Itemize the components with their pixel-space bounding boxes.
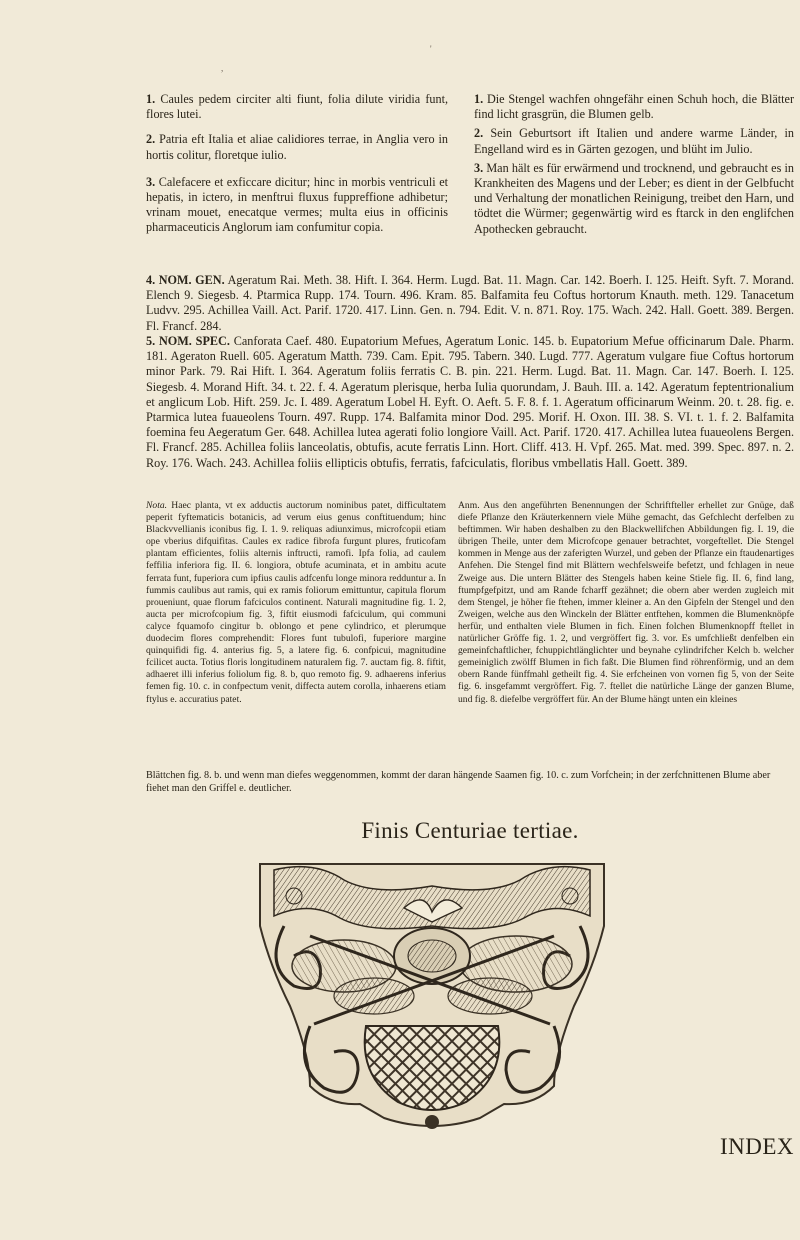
german-para-1 bbox=[474, 92, 794, 122]
section-text: Ageratum Rai. Meth. 38. Hift. I. 364. Herm. Lugd. Bat. 11. Magn. Car. 142. Boerh. I. 125. Heift. Syft. 7. Morand. Elench 9. Siegesb. 4. Ptarmica Rupp. 174. Tourn. 496. Kram. 85. Balfamita feu Coftus hortorum Knauth. meth. 129. Tanacetum Ludvv. 295. Achillea Vaill. Act. Parif. 1720. 417. Linn. Gen. n. 794. Edit. V. n. 871. Roy. 175. Wach. 242. Hall. Goett. 389. Bergen. Fl. Francf. 284. bbox=[146, 273, 795, 333]
german-column bbox=[474, 92, 794, 237]
section-text: Canforata Caef. 480. Eupatorium Mefues, Ageratum Lonic. 145. b. Eupatorium Mefue officinarum Dale. Pharm. 181. Ageraton Ruell. 605. Ageratum Matth. 739. Cam. Epit. 795. Tabern. 340. Lugd. 777. Ageratum vulgare fiue Coftus hortorum minor Park. 79. Rai Hift. I. 364. Ageratum foliis ferratis C. B. pin. 221. Herm. Lugd. Bat. 11. Magn. Car. 147. Boerh. I. 125. Siegesb. 4. Morand Hift. 34. t. 22. f. 4. Ageratum plerisque, herba Iulia quorundam, J. Bauh. III. a. 142. Ageratum feptentrionalium et anglicum Lob. Hift. 259. Jc. I. 489. Ageratum Lobel H. Eyft. O. Aeft. 5. F. 8. f. 1. Ageratum officinarum Weinm. 20. t. 28. fig. e. Ptarmica lutea fuaueolens Tourn. 497. Rupp. 174. Balfamita minor Dod. 295. Morif. H. Oxon. III. 38. S. VI. t. 1. f. 2. Balfamita foemina feu Aegeratum Ger. 648. Achillea lutea agerati folio longiore Vaill. Act. Parif. 1720. 417. Achillea lutea fuaueolens Bergen. Fl. Francf. 285. Achillea foliis lanceolatis, obtufis, acute ferratis Linn. Hort. Cliff. 413. H. Vpf. 265. Mat. med. 399. Spec. 897. n. 2. Roy. 176. Wach. 243. Achillea foliis ellipticis obtufis, ferratis, fafciculatis, floribus vmbellatis Hall. Goett. 389. bbox=[146, 334, 795, 470]
note-text: Haec planta, vt ex adductis auctorum nominibus patet, difficultatem peperit fyftematicis botanicis, ad verum eius genus conftituendum; hinc Blackvvellianis iconibus fig. I. 1. 9. reliquas adiunximus, microfcopii etiam ope vberius difquifitas. Caules ex radice fibrofa furgunt plures, fruticofam plantam efficientes, foliis alternis inftructi, ramofi. Ipfa folia, ad caulem feffilia inferiora fig. II. 6. longiora, obtufe acuminata, et in ambitu acute ferrata funt, fuperiora cum ipfius caulis adfcenfu longe minora redduntur a. In fummis caulibus aut ramis, qui ex ramis foliorum emittuntur, capitula florum proueniunt, quae florum fafciculos continent. Naturali magnitudine fig. 1. 2, aucta per microfcopium fig. 3, fiftit eiusmodi fafciculum, qui communi calyce fquamofo cingitur b. oblongo et pene cylindrico, et plerumque duodecim flores comprehendit: Flores funt tubulofi, fuperiore margine quinquifidi fig. 4. anterius fig. 5, a latere fig. 6. confpicui, magnitudine fcilicet aucta. Totius floris longitudinem naturalem fig. 7. auctam fig. 8. fiftit, adhaeret illi inferius foliolum fig. 8. b, quo remoto fig. 9. adhaerens inferius femen fig. 10. c. in confpectum venit, diffecta autem corolla, inhaerens etiam ftylus e. accuratius patet. bbox=[146, 500, 446, 705]
para-text: Caules pedem circiter alti fiunt, folia dilute viridia funt, flores lutei. bbox=[146, 92, 449, 122]
para-number: 2. bbox=[146, 132, 156, 147]
para-text: Calefacere et exficcare dicitur; hinc in morbis ventriculi et hepatis, in ictero, in menftrui fluxus fuppreffione adhibetur; vrinam mouet, enecatque vermes; multa eius in officinis pharmaceuticis Anglorum iam confumitur copia. bbox=[146, 174, 449, 235]
para-number: 1. bbox=[146, 92, 156, 106]
section-label: 5. NOM. SPEC. bbox=[146, 334, 230, 348]
latin-para-2 bbox=[146, 132, 448, 162]
nomenclature-genus bbox=[146, 273, 794, 334]
para-number: 2. bbox=[474, 126, 484, 141]
note-label: Anm. bbox=[458, 500, 480, 511]
catchword-index: INDEX bbox=[719, 1134, 794, 1159]
latin-note bbox=[146, 500, 446, 706]
german-para-3 bbox=[474, 161, 794, 237]
para-number: 3. bbox=[146, 174, 156, 189]
latin-para-3 bbox=[146, 175, 448, 236]
german-note bbox=[458, 500, 794, 706]
section-label: 4. NOM. GEN. bbox=[146, 273, 225, 287]
latin-para-1 bbox=[146, 92, 448, 122]
vignette-illustration bbox=[254, 856, 610, 1134]
para-text: Patria eft Italia et aliae calidiores terrae, in Anglia vero in hortis colitur, floretque iulio. bbox=[146, 132, 448, 162]
finis-heading: Finis Centuriae tertiae. bbox=[361, 818, 579, 843]
para-text: Die Stengel wachfen ohngefähr einen Schuh hoch, die Blätter find licht grasgrün, die Blumen gelb. bbox=[474, 92, 794, 122]
stray-mark: , bbox=[221, 63, 224, 73]
german-note-tail bbox=[146, 770, 794, 795]
note-tail-text: Blättchen fig. 8. b. und wenn man diefes weggenommen, kommt der daran hängende Saamen fig. 10. c. zum Vorfchein; in der zerfchnittenen Blume aber fiehet man den Griffel e. deutlicher. bbox=[146, 770, 771, 794]
note-text: Aus den angeführten Benennungen der Schriftfteller erhellet zur Gnüge, daß diefe Pflanze den Kräuterkennern viele Mühe gemacht, das Gefchlecht derfelben zu beftimmen. Wir haben deshalben zu den Blackwellifchen Abbildungen fig. I. 19, die übrigen Theile, unter dem Microfcope genauer betrachtet, vorgeftellet. Die Stengel kommen in Menge aus der zaferigten Wurzel, und geben der Pflanze ein ftaudenartiges Anfehen. Die Stengel find mit Blättern wechfelsweife befetzt, und fchlagen in neue Zweige aus. Die untern Blätter des Stengels haben keine Stiele fig. II. 6, find lang, ftumpfgefpitzt, und am Rande fcharff gezähnet; die obern aber werden zugleich mit dem Stengel, je höher fie ftehen, immer kleiner a. An den Gipfeln der Stengel und den Zweigen, welche aus den Winckeln der Blätter entftehen, kommen die Blumenknöpfe herfür, und enthalten viele Blumen in fich. Einen folchen Blumenknopff ftellet in natürlicher Gröffe fig. 1. 2, und vergröffert fig. 3. vor. Es umfchließt denfelben ein gemeinfchaftlicher, fchuppichtlänglichter und beynahe cylindrifcher Kelch b. welcher gemeiniglich zwölff Blumen in fich faßt. Die Blumen find röhrenförmig, und an dem obern Rande fünffmahl getheilt fig. 4. Sie erfcheinen von vornen fig 5, von der Seite fig. 6. insgefammt vergröffert. Fig. 7. ftellet die natürliche Länge der ganzen Blume, und fig. 8. diefelbe vergröffert für. An der Blume hängt unten ein kleines bbox=[458, 500, 794, 705]
para-text: Sein Geburtsort ift Italien und andere warme Länder, in Engelland wird es in Gärten gezogen, und blüht im Julio. bbox=[474, 126, 794, 156]
para-number: 1. bbox=[474, 92, 484, 106]
note-label: Nota. bbox=[146, 500, 168, 511]
german-para-2 bbox=[474, 126, 794, 156]
para-text: Man hält es für erwärmend und trocknend, und gebraucht es in Krankheiten des Magens und der Leber; es dient in der Gelbfucht und Verhaltung der monatlichen Reinigung, treibet den Harn, und tödtet die Würmer; gegenwärtig wird es ftarck in den englifchen Apothecken gebraucht. bbox=[474, 160, 794, 236]
latin-column bbox=[146, 92, 448, 236]
stray-mark: ' bbox=[430, 44, 432, 54]
engraved-vignette bbox=[254, 856, 610, 1134]
para-number: 3. bbox=[474, 160, 484, 175]
nomenclature-species bbox=[146, 334, 794, 471]
